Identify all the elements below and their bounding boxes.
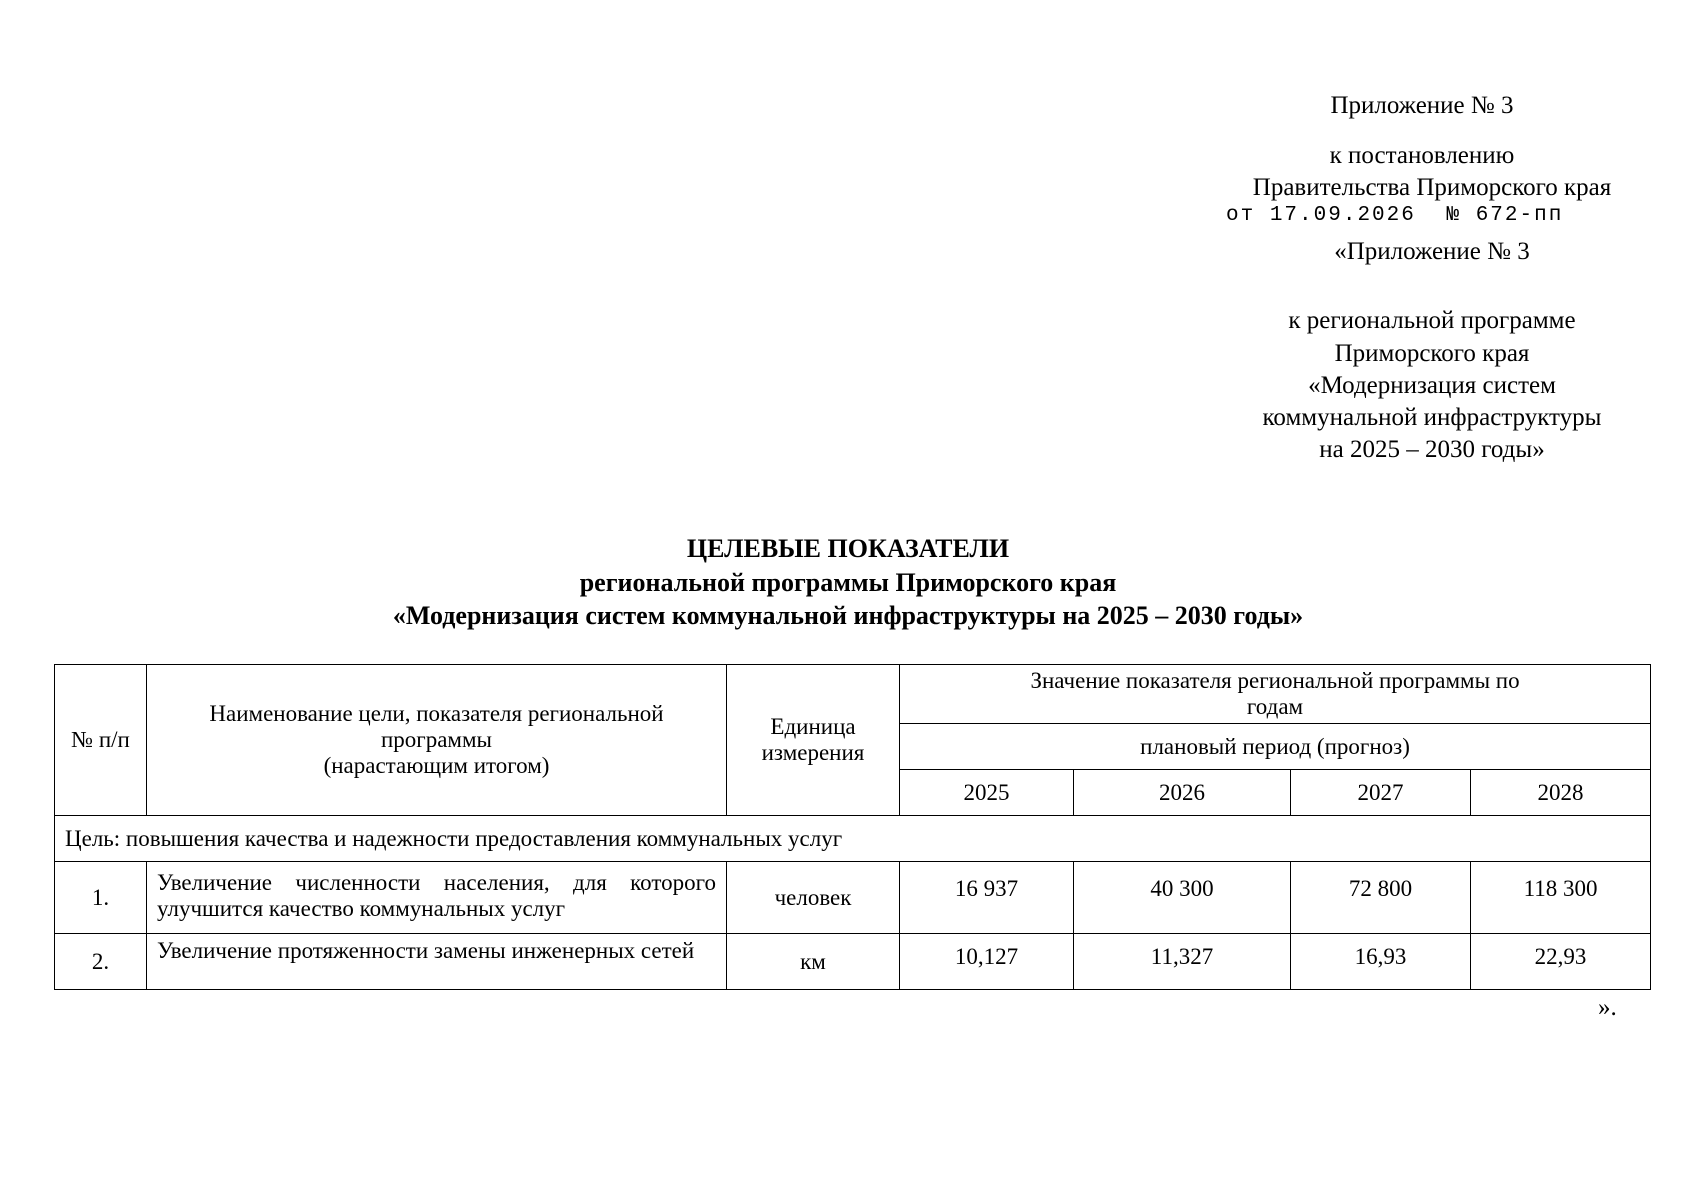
header-values-line-2: годам xyxy=(1246,694,1304,719)
header-values xyxy=(900,665,1651,724)
row-2-value-2027: 16,93 xyxy=(1291,934,1471,990)
program-line-4: коммунальной инфраструктуры xyxy=(1262,404,1602,431)
row-1-value-2025: 16 937 xyxy=(900,862,1074,934)
program-line-2: Приморского края xyxy=(1334,340,1530,367)
resolution-date: 17.09.2026 xyxy=(1269,204,1416,227)
program-line-5: на 2025 – 2030 годы» xyxy=(1319,436,1545,463)
header-year-2027: 2027 xyxy=(1291,770,1471,816)
appendix-to-resolution: к постановлению xyxy=(1329,142,1515,169)
header-unit-line-2: измерения xyxy=(761,740,865,765)
row-1-unit: человек xyxy=(727,862,900,934)
number-sign: № xyxy=(1446,204,1462,227)
row-2-name: Увеличение протяженности замены инженерных сетей xyxy=(147,934,727,990)
document-title-line-2: региональной программы Приморского края xyxy=(579,568,1117,597)
header-year-2025: 2025 xyxy=(900,770,1074,816)
table-row xyxy=(55,934,1651,990)
program-line-1: к региональной программе xyxy=(1288,307,1576,334)
table-row xyxy=(55,862,1651,934)
row-2-value-2026: 11,327 xyxy=(1074,934,1291,990)
indicators-table xyxy=(54,664,1651,990)
row-1-name: Увеличение численности населения, для которого улучшится качество коммунальных услуг xyxy=(147,862,727,934)
header-name-line-1: Наименование цели, показателя региональной xyxy=(209,701,664,726)
header-name-line-3: (нарастающим итогом) xyxy=(323,753,550,778)
row-1-value-2028: 118 300 xyxy=(1471,862,1651,934)
header-unit xyxy=(727,665,900,816)
closing-quote-mark: ». xyxy=(1598,994,1617,1021)
row-2-value-2025: 10,127 xyxy=(900,934,1074,990)
header-period: плановый период (прогноз) xyxy=(900,724,1651,770)
appendix-title: Приложение № 3 xyxy=(1330,92,1514,119)
header-number: № п/п xyxy=(55,665,147,816)
row-1-number: 1. xyxy=(55,862,147,934)
header-row-1 xyxy=(55,665,1651,724)
goal-row xyxy=(55,816,1651,862)
date-prefix: от xyxy=(1226,204,1256,227)
row-2-unit: км xyxy=(727,934,900,990)
header-name-line-2: программы xyxy=(380,727,492,752)
appendix-quote-title: «Приложение № 3 xyxy=(1334,238,1530,265)
header-year-2028: 2028 xyxy=(1471,770,1651,816)
document-title-line-1: ЦЕЛЕВЫЕ ПОКАЗАТЕЛИ xyxy=(686,534,1010,563)
row-1-value-2026: 40 300 xyxy=(1074,862,1291,934)
row-2-number: 2. xyxy=(55,934,147,990)
resolution-number: 672-пп xyxy=(1475,204,1564,227)
header-name xyxy=(147,665,727,816)
document-title-line-3: «Модернизация систем коммунальной инфраструктуры на 2025 – 2030 годы» xyxy=(392,601,1304,630)
appendix-date-line xyxy=(1226,204,1563,227)
header-year-2026: 2026 xyxy=(1074,770,1291,816)
header-unit-line-1: Единица xyxy=(770,714,856,739)
header-values-line-1: Значение показателя региональной программы по xyxy=(1030,668,1520,693)
appendix-government: Правительства Приморского края xyxy=(1252,174,1612,201)
row-1-value-2027: 72 800 xyxy=(1291,862,1471,934)
goal-text: Цель: повышения качества и надежности предоставления коммунальных услуг xyxy=(55,816,1651,862)
row-2-value-2028: 22,93 xyxy=(1471,934,1651,990)
program-line-3: «Модернизация систем xyxy=(1308,372,1556,399)
